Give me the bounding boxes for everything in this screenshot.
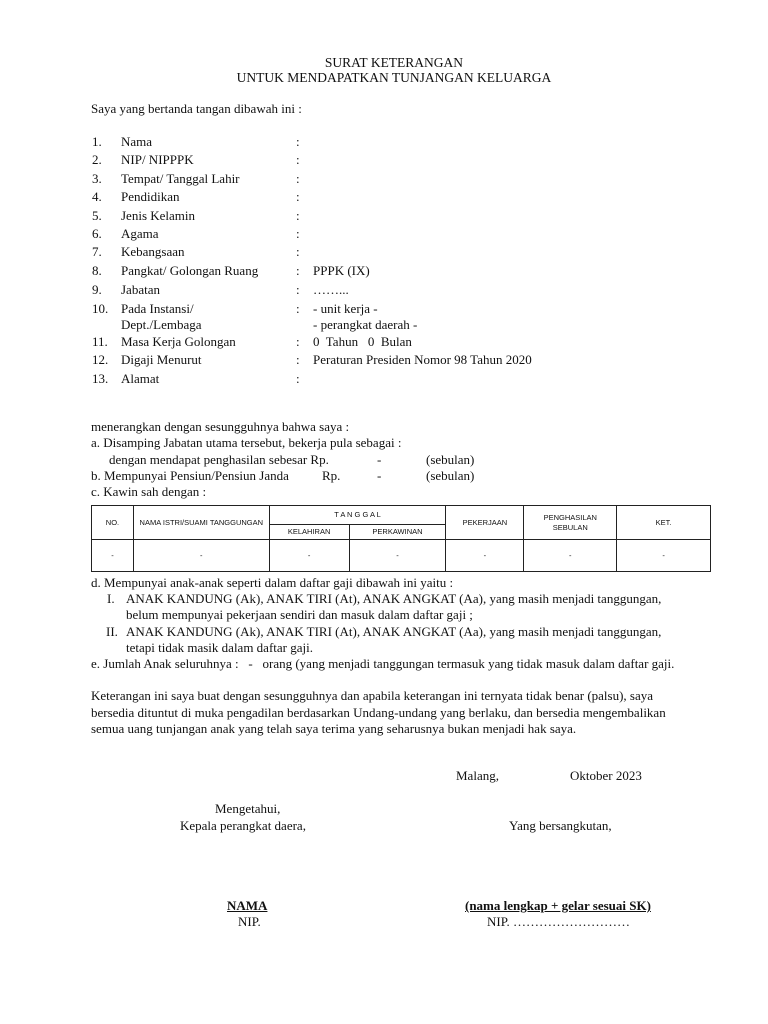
field-row [0,226,768,242]
field-number: 11. [92,334,108,349]
field-colon: : [296,282,300,297]
signature-left-name: NAMA [227,898,268,913]
intro-text: Saya yang bertanda tangan dibawah ini : [91,101,302,116]
field-colon: : [296,171,300,186]
field-number: 9. [92,282,102,297]
children-e: e. Jumlah Anak seluruhnya : - orang (yang menjadi tanggungan termasuk yang tidak masuk dalam daftar gaji. [91,656,675,671]
field-label: Jabatan [121,282,160,297]
field-row [0,334,768,350]
col-header-ket: KET. [617,506,711,540]
statement-b-amount: - [377,468,382,483]
field-label: Digaji Menurut [121,352,202,367]
field-value-line2: - perangkat daerah - [313,317,418,332]
field-label: Pada Instansi/ [121,301,194,316]
statement-a-income: dengan mendapat penghasilan sebesar Rp. [109,452,329,467]
signature-date: Oktober 2023 [570,768,642,783]
closing-line-1: Keterangan ini saya buat dengan sesungguhnya dan apabila keterangan ini ternyata tidak benar (palsu), saya [91,688,654,703]
children-ii-line1: ANAK KANDUNG (Ak), ANAK TIRI (At), ANAK ANGKAT (Aa), yang masih menjadi tanggungan, [126,624,662,639]
field-value: PPPK (IX) [313,263,370,278]
statement-lead: menerangkan dengan sesungguhnya bahwa saya : [91,419,350,434]
field-row [0,134,768,150]
children-i-line2: belum mempunyai pekerjaan sendiri dan masuk dalam daftar gaji ; [126,607,473,622]
table-cell: - [524,540,617,572]
table-cell: - [133,540,269,572]
field-row [0,244,768,260]
statement-b-unit: (sebulan) [426,468,475,483]
field-row [0,208,768,224]
field-number: 1. [92,134,102,149]
table-cell: - [617,540,711,572]
field-value: 0 Tahun 0 Bulan [313,334,412,349]
field-colon: : [296,189,300,204]
signature-left-nip: NIP. [238,914,261,929]
field-colon: : [296,244,300,259]
children-i-line1: ANAK KANDUNG (Ak), ANAK TIRI (At), ANAK ANGKAT (Aa), yang masih menjadi tanggungan, [126,591,662,606]
signature-place: Malang, [456,768,499,783]
document-subtitle: UNTUK MENDAPATKAN TUNJANGAN KELUARGA [236,70,552,85]
field-value: ……... [313,282,349,297]
field-colon: : [296,134,300,149]
statement-b-rp: Rp. [322,468,341,483]
signature-left-heading: Mengetahui, [215,801,281,816]
col-header-kelahiran: KELAHIRAN [269,525,349,540]
field-row [0,352,768,368]
closing-line-3: semua uang tunjangan anak yang telah saya terima yang seharusnya bukan menjadi hak saya. [91,721,577,736]
field-value: Peraturan Presiden Nomor 98 Tahun 2020 [313,352,532,367]
field-label: Tempat/ Tanggal Lahir [121,171,240,186]
field-number: 2. [92,152,102,167]
closing-line-2: bersedia dituntut di muka pengadilan berdasarkan Undang-undang yang berlaku, dan bersedia mengembalikan [91,705,666,720]
statement-b: b. Mempunyai Pensiun/Pensiun Janda [91,468,289,483]
document-title: SURAT KETERANGAN [324,55,464,70]
table-cell: - [446,540,524,572]
field-row [0,282,768,298]
field-colon: : [296,301,300,316]
field-label: Jenis Kelamin [121,208,196,223]
signature-right-title: Yang bersangkutan, [509,818,612,833]
table-cell: - [269,540,349,572]
field-number: 5. [92,208,102,223]
field-row [0,152,768,168]
children-ii-line2: tetapi tidak masik dalam daftar gaji. [126,640,313,655]
children-d: d. Mempunyai anak-anak seperti dalam daftar gaji dibawah ini yaitu : [91,575,454,590]
col-header-perkawinan: PERKAWINAN [349,525,446,540]
statement-a: a. Disamping Jabatan utama tersebut, bekerja pula sebagai : [91,435,402,450]
field-colon: : [296,263,300,278]
field-label: Pendidikan [121,189,180,204]
table-cell: - [349,540,446,572]
col-header-tanggal: T A N G G A L [269,506,446,525]
field-colon: : [296,352,300,367]
statement-c: c. Kawin sah dengan : [91,484,207,499]
field-number: 13. [92,371,109,386]
table-cell: - [92,540,134,572]
field-value: - unit kerja - [313,301,378,316]
field-row [0,263,768,279]
signature-right-name: (nama lengkap + gelar sesuai SK) [465,898,651,913]
field-colon: : [296,371,300,386]
field-colon: : [296,208,300,223]
field-label: Agama [121,226,159,241]
field-colon: : [296,152,300,167]
field-number: 7. [92,244,102,259]
field-colon: : [296,226,300,241]
field-label: Alamat [121,371,160,386]
field-colon: : [296,334,300,349]
children-ii-number: II. [106,624,118,639]
field-number: 6. [92,226,102,241]
col-header-penghasilan: PENGHASILAN SEBULAN [524,506,617,540]
field-number: 12. [92,352,109,367]
col-header-pekerjaan: PEKERJAAN [446,506,524,540]
statement-a-amount: - [377,452,382,467]
field-number: 4. [92,189,102,204]
table-row [92,540,711,572]
children-i-number: I. [107,591,115,606]
signature-left-title: Kepala perangkat daera, [180,818,306,833]
col-header-no: NO. [92,506,134,540]
field-label: Kebangsaan [121,244,185,259]
field-row [0,371,768,387]
spouse-table [91,505,711,572]
field-number: 10. [92,301,109,316]
statement-a-unit: (sebulan) [426,452,475,467]
field-label: NIP/ NIPPPK [121,152,194,167]
field-row [0,189,768,205]
field-number: 8. [92,263,102,278]
field-label-line2: Dept./Lembaga [121,317,202,332]
field-label: Nama [121,134,153,149]
signature-right-nip: NIP. ……………………… [487,914,631,929]
field-row [0,301,768,333]
col-header-nama: NAMA ISTRI/SUAMI TANGGUNGAN [133,506,269,540]
field-row [0,171,768,187]
field-number: 3. [92,171,102,186]
field-label: Masa Kerja Golongan [121,334,236,349]
field-label: Pangkat/ Golongan Ruang [121,263,259,278]
